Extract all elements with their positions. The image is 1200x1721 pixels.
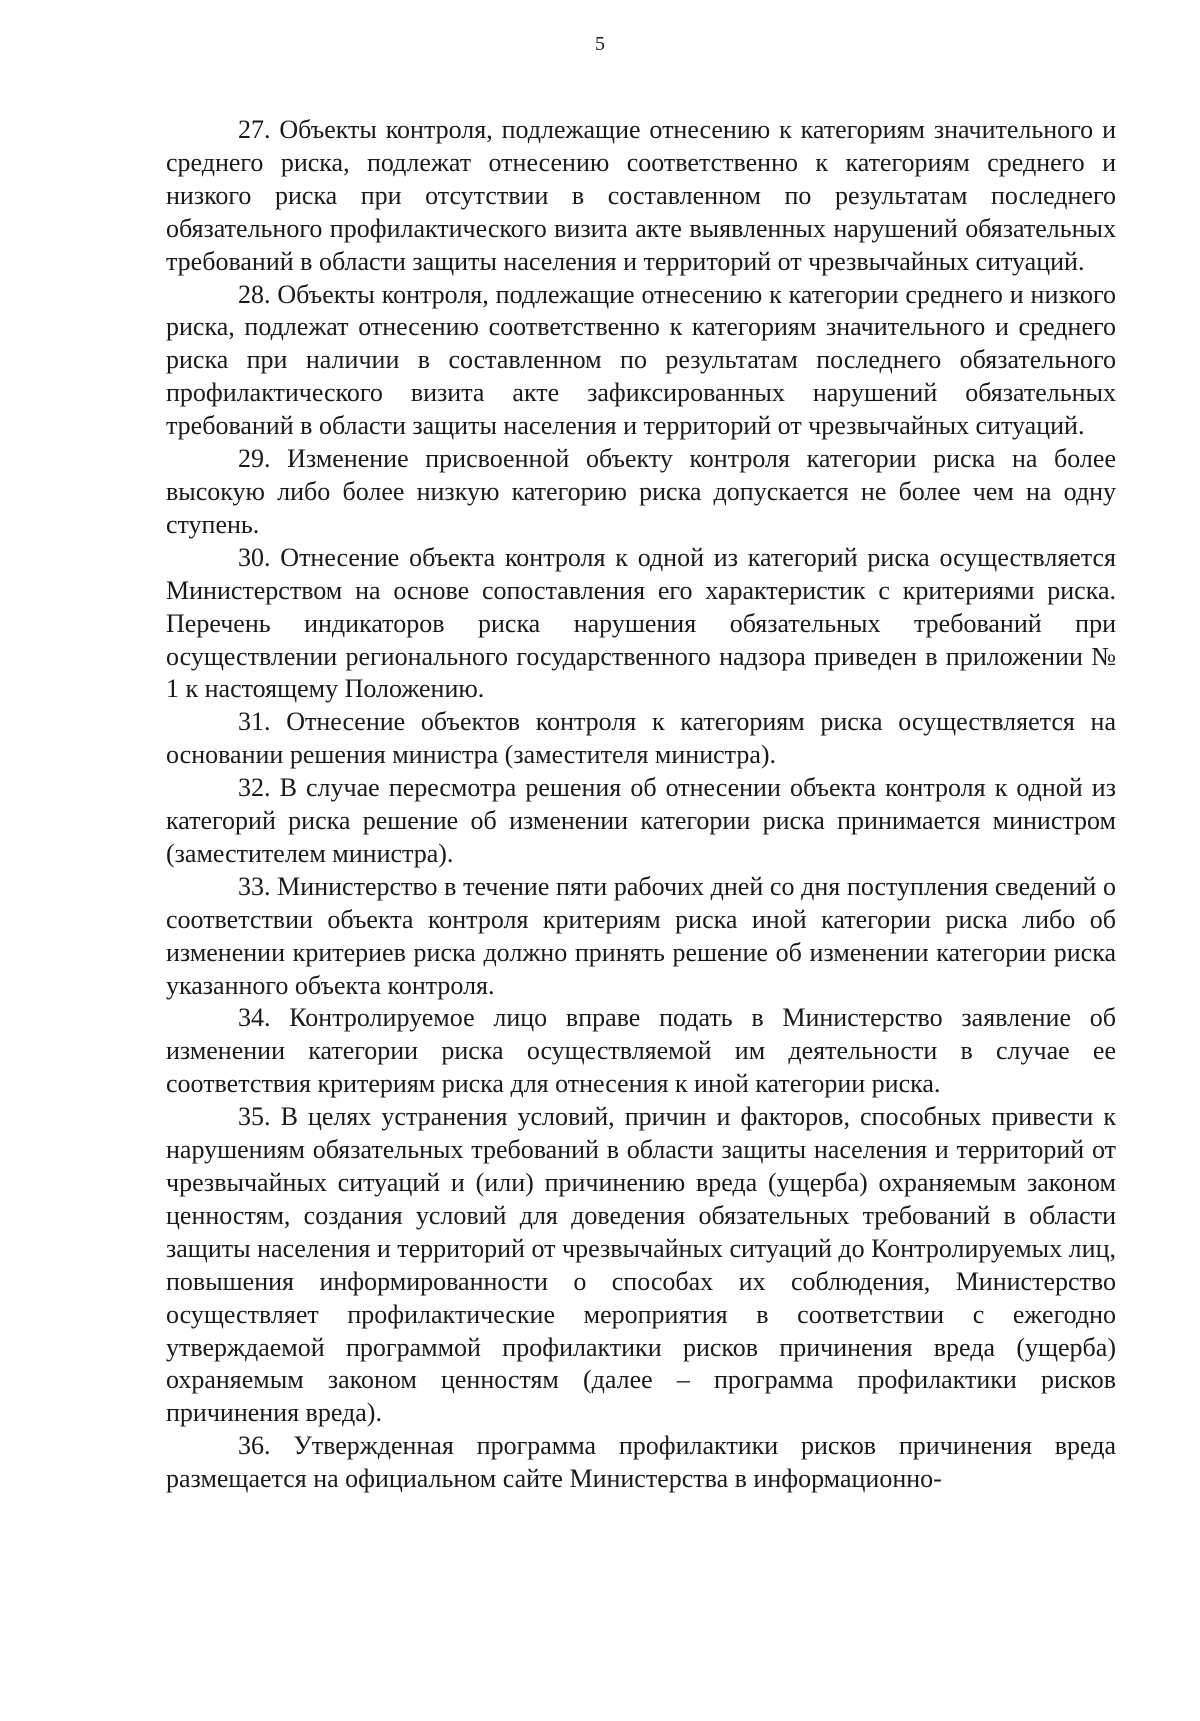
paragraph-28: 28. Объекты контроля, подлежащие отнесению к категории среднего и низкого риска, подлежат отнесению соответственно к категориям значительного и среднего риска при наличии в составленном по результатам последнего обязательного профилактического визита акте зафиксированных нарушений обязательных требований в области защиты населения и территорий от чрезвычайных ситуаций.	[166, 279, 1116, 441]
paragraph-27: 27. Объекты контроля, подлежащие отнесению к категориям значительного и среднего риска, подлежат отнесению соответственно к категориям среднего и низкого риска при отсутствии в составленном по результатам последнего обязательного профилактического визита акте выявленных нарушений обязательных требований в области защиты населения и территорий от чрезвычайных ситуаций.	[166, 115, 1116, 276]
paragraph-30: 30. Отнесение объекта контроля к одной из категорий риска осуществляется Министерством на основе сопоставления его характеристик с критериями риска. Перечень индикаторов риска нарушения обязательных требований при осуществлении регионального государственного надзора приведен в приложении № 1 к настоящему Положению.	[166, 542, 1116, 704]
paragraph-36: 36. Утвержденная программа профилактики рисков причинения вреда размещается на официальном сайте Министерства в информационно-	[166, 1431, 1116, 1494]
paragraph-31: 31. Отнесение объектов контроля к категориям риска осуществляется на основании решения министра (заместителя министра).	[166, 707, 1116, 770]
paragraph-34: 34. Контролируемое лицо вправе подать в Министерство заявление об изменении категории риска осуществляемой им деятельности в случае ее соответствия критериям риска для отнесения к иной категории риска.	[166, 1003, 1116, 1099]
paragraph-32: 32. В случае пересмотра решения об отнесении объекта контроля к одной из категорий риска решение об изменении категории риска принимается министром (заместителем министра).	[166, 773, 1116, 868]
document-body	[166, 114, 1116, 1496]
paragraph-29: 29. Изменение присвоенной объекту контроля категории риска на более высокую либо более низкую категорию риска допускается не более чем на одну ступень.	[166, 444, 1116, 539]
page-number: 5	[595, 33, 605, 55]
paragraph-33: 33. Министерство в течение пяти рабочих дней со дня поступления сведений о соответствии объекта контроля критериям риска иной категории риска либо об изменении критериев риска должно принять решение об изменении категории риска указанного объекта контроля.	[166, 871, 1116, 1000]
paragraph-35: 35. В целях устранения условий, причин и факторов, способных привести к нарушениям обязательных требований в области защиты населения и территорий от чрезвычайных ситуаций и (или) причинению вреда (ущерба) охраняемым законом ценностям, создания условий для доведения обязательных требований в области защиты населения и территорий от чрезвычайных ситуаций до Контролируемых лиц, повышения информированности о способах их соблюдения, Министерство осуществляет профилактические мероприятия в соответствии с ежегодно утверждаемой программой профилактики рисков причинения вреда (ущерба) охраняемым законом ценностям (далее – программа профилактики рисков причинения вреда).	[166, 1102, 1116, 1428]
